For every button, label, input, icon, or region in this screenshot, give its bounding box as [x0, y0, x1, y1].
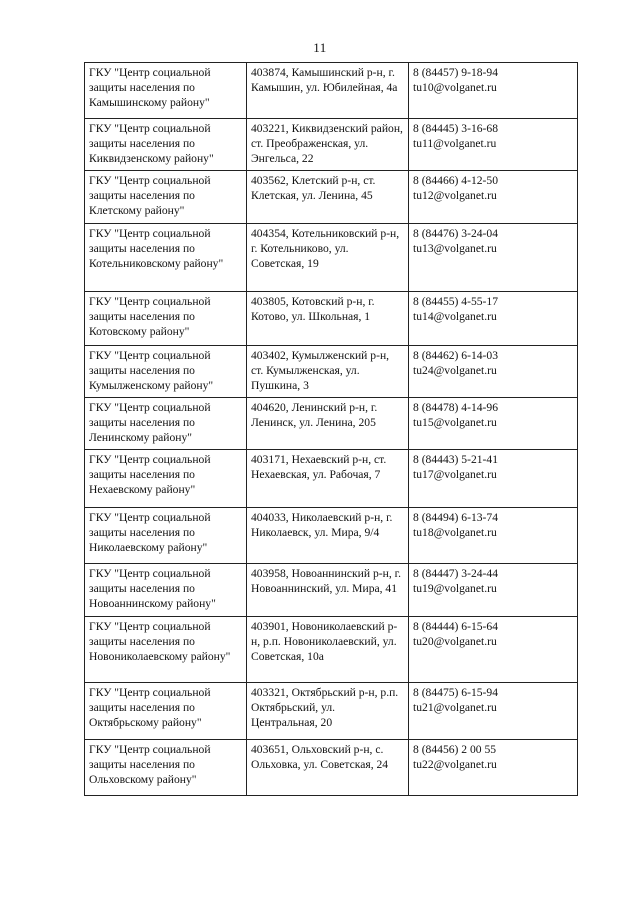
office-email: tu21@volganet.ru [413, 701, 497, 714]
office-email: tu20@volganet.ru [413, 635, 497, 648]
office-name-cell: ГКУ "Центр социальной защиты населения по Клетскому району" [85, 171, 247, 224]
table-row [85, 450, 578, 508]
office-contact-cell [409, 292, 578, 346]
office-contact-cell [409, 346, 578, 398]
office-address-cell: 403221, Киквидзенский район, ст. Преображенская, ул. Энгельса, 22 [247, 119, 409, 171]
office-email: tu19@volganet.ru [413, 582, 497, 595]
office-email: tu13@volganet.ru [413, 242, 497, 255]
office-name-cell: ГКУ "Центр социальной защиты населения по Кумылженскому району" [85, 346, 247, 398]
office-phone: 8 (84478) 4-14-96 [413, 401, 499, 414]
office-address-cell: 403321, Октябрьский р-н, р.п. Октябрьский, ул. Центральная, 20 [247, 683, 409, 740]
office-address-cell: 403562, Клетский р-н, ст. Клетская, ул. Ленина, 45 [247, 171, 409, 224]
table-row [85, 617, 578, 683]
office-phone: 8 (84456) 2 00 55 [413, 743, 497, 756]
office-email: tu14@volganet.ru [413, 310, 497, 323]
office-email: tu15@volganet.ru [413, 416, 497, 429]
page-number: 11 [313, 40, 327, 55]
office-contact-cell [409, 564, 578, 617]
table-row [85, 63, 578, 119]
office-phone: 8 (84494) 6-13-74 [413, 511, 499, 524]
office-email: tu12@volganet.ru [413, 189, 497, 202]
office-contact-cell [409, 683, 578, 740]
office-contact-cell [409, 740, 578, 796]
office-contact-cell [409, 63, 578, 119]
office-email: tu18@volganet.ru [413, 526, 497, 539]
table-row [85, 398, 578, 450]
office-email: tu11@volganet.ru [413, 137, 497, 150]
office-email: tu10@volganet.ru [413, 81, 497, 94]
office-name-cell: ГКУ "Центр социальной защиты населения по Новониколаевскому району" [85, 617, 247, 683]
office-address-cell: 403805, Котовский р-н, г. Котово, ул. Школьная, 1 [247, 292, 409, 346]
table-row [85, 292, 578, 346]
table-row [85, 171, 578, 224]
office-name-cell: ГКУ "Центр социальной защиты населения по Камышинскому району" [85, 63, 247, 119]
table-row [85, 508, 578, 564]
office-phone: 8 (84457) 9-18-94 [413, 66, 499, 79]
office-address-cell: 403874, Камышинский р-н, г. Камышин, ул. Юбилейная, 4а [247, 63, 409, 119]
office-email: tu17@volganet.ru [413, 468, 497, 481]
office-contact-cell [409, 508, 578, 564]
office-phone: 8 (84445) 3-16-68 [413, 122, 499, 135]
table-row [85, 564, 578, 617]
office-email: tu24@volganet.ru [413, 364, 497, 377]
office-name-cell: ГКУ "Центр социальной защиты населения по Ленинскому району" [85, 398, 247, 450]
table-row [85, 683, 578, 740]
office-phone: 8 (84475) 6-15-94 [413, 686, 499, 699]
office-phone: 8 (84447) 3-24-44 [413, 567, 499, 580]
table-row [85, 740, 578, 796]
office-address-cell: 403958, Новоаннинский р-н, г. Новоаннинский, ул. Мира, 41 [247, 564, 409, 617]
office-contact-cell [409, 119, 578, 171]
office-name-cell: ГКУ "Центр социальной защиты населения по Октябрьскому району" [85, 683, 247, 740]
office-address-cell: 404620, Ленинский р-н, г. Ленинск, ул. Ленина, 205 [247, 398, 409, 450]
office-address-cell: 404354, Котельниковский р-н, г. Котельниково, ул. Советская, 19 [247, 224, 409, 292]
office-address-cell: 403651, Ольховский р-н, с. Ольховка, ул. Советская, 24 [247, 740, 409, 796]
office-name-cell: ГКУ "Центр социальной защиты населения по Новоаннинскому району" [85, 564, 247, 617]
office-phone: 8 (84476) 3-24-04 [413, 227, 499, 240]
office-name-cell: ГКУ "Центр социальной защиты населения по Котовскому району" [85, 292, 247, 346]
office-phone: 8 (84443) 5-21-41 [413, 453, 499, 466]
office-name-cell: ГКУ "Центр социальной защиты населения по Николаевскому району" [85, 508, 247, 564]
table-row [85, 119, 578, 171]
office-phone: 8 (84455) 4-55-17 [413, 295, 499, 308]
office-contact-cell [409, 617, 578, 683]
offices-table [84, 62, 578, 796]
office-phone: 8 (84444) 6-15-64 [413, 620, 499, 633]
office-contact-cell [409, 398, 578, 450]
office-name-cell: ГКУ "Центр социальной защиты населения по Котельниковскому району" [85, 224, 247, 292]
office-contact-cell [409, 171, 578, 224]
office-name-cell: ГКУ "Центр социальной защиты населения по Нехаевскому району" [85, 450, 247, 508]
office-phone: 8 (84462) 6-14-03 [413, 349, 499, 362]
table-row [85, 346, 578, 398]
office-address-cell: 403402, Кумылженский р-н, ст. Кумылженская, ул. Пушкина, 3 [247, 346, 409, 398]
office-address-cell: 403171, Нехаевский р-н, ст. Нехаевская, ул. Рабочая, 7 [247, 450, 409, 508]
office-contact-cell [409, 224, 578, 292]
office-name-cell: ГКУ "Центр социальной защиты населения по Ольховскому району" [85, 740, 247, 796]
table-row [85, 224, 578, 292]
office-phone: 8 (84466) 4-12-50 [413, 174, 499, 187]
office-name-cell: ГКУ "Центр социальной защиты населения по Киквидзенскому району" [85, 119, 247, 171]
office-contact-cell [409, 450, 578, 508]
office-email: tu22@volganet.ru [413, 758, 497, 771]
office-address-cell: 404033, Николаевский р-н, г. Николаевск, ул. Мира, 9/4 [247, 508, 409, 564]
office-address-cell: 403901, Новониколаевский р-н, р.п. Новониколаевский, ул. Советская, 10а [247, 617, 409, 683]
